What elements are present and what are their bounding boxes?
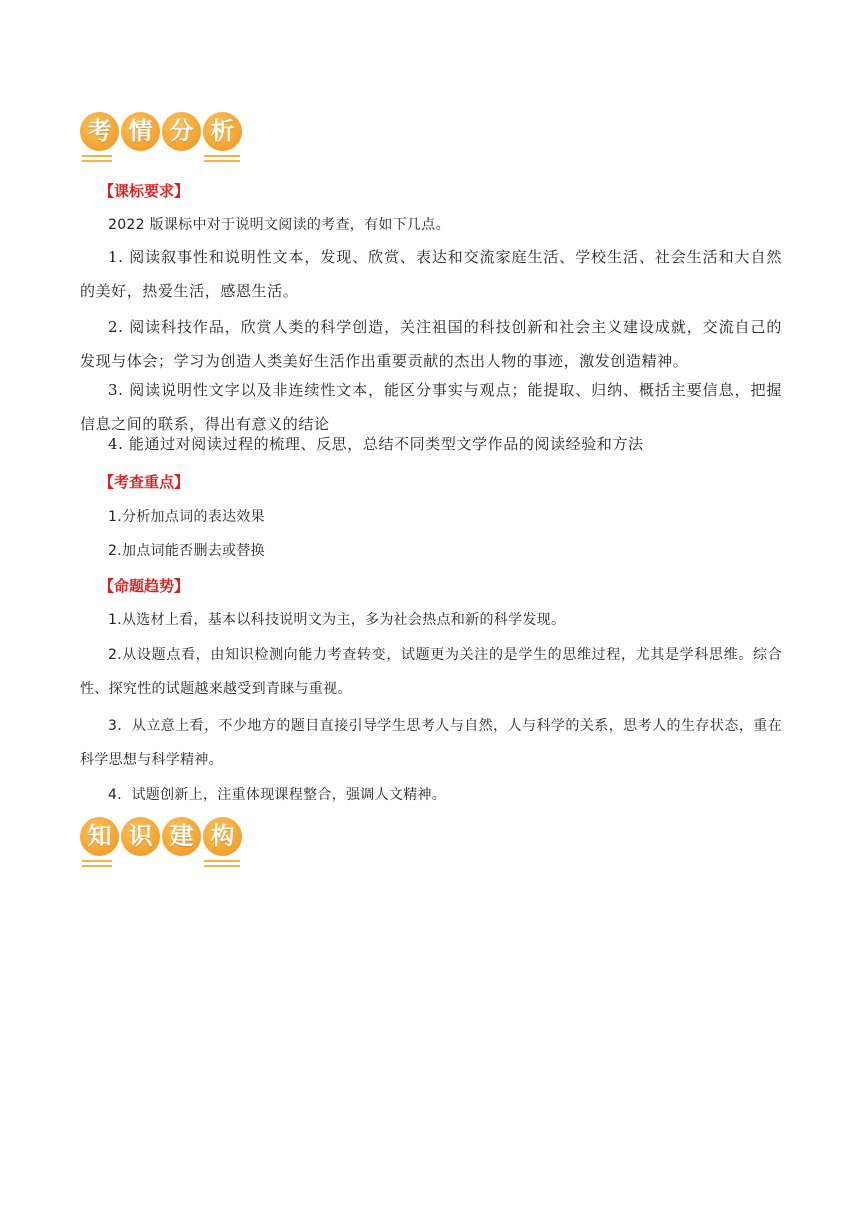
- paragraph-item: 3．从立意上看，不少地方的题目直接引导学生思考人与自然，人与科学的关系，思考人的生存状态，重在科学思想与科学精神。: [80, 718, 782, 768]
- section-title-focus: 【考查重点】: [99, 473, 190, 491]
- banner-char: 分: [162, 112, 201, 151]
- paragraph-item: 2.从设题点看，由知识检测向能力考查转变，试题更为关注的是学生的思维过程，尤其是学科思维。综合性、探究性的试题越来越受到青睐与重视。: [80, 647, 782, 697]
- section-title-trend: 【命题趋势】: [99, 577, 190, 595]
- paragraph-item: 2.加点词能否删去或替换: [108, 543, 265, 559]
- paragraph-item: 4. 能通过对阅读过程的梳理、反思，总结不同类型文学作品的阅读经验和方法: [108, 435, 644, 453]
- paragraph-item: 1. 阅读叙事性和说明性文本，发现、欣赏、表达和交流家庭生活、学校生活、社会生活和大自然的美好，热爱生活，感恩生活。: [80, 248, 782, 300]
- banner-char: 考: [80, 112, 119, 151]
- paragraph-item: 1.从选材上看，基本以科技说明文为主，多为社会热点和新的科学发现。: [108, 612, 566, 628]
- paragraph-intro: 2022 版课标中对于说明文阅读的考查，有如下几点。: [108, 217, 450, 233]
- banner-char: 构: [203, 817, 242, 856]
- banner-char: 析: [203, 112, 242, 151]
- paragraph-item: 2. 阅读科技作品，欣赏人类的科学创造，关注祖国的科技创新和社会主义建设成就，交流自己的发现与体会；学习为创造人类美好生活作出重要贡献的杰出人物的事迹，激发创造精神。: [80, 318, 782, 370]
- banner-char: 建: [162, 817, 201, 856]
- banner-char: 识: [121, 817, 160, 856]
- section-title-curriculum: 【课标要求】: [99, 182, 190, 200]
- banner-char: 情: [121, 112, 160, 151]
- section-banner-knowledge: [80, 817, 245, 875]
- banner-char: 知: [80, 817, 119, 856]
- paragraph-item: 4．试题创新上，注重体现课程整合，强调人文精神。: [108, 787, 447, 803]
- paragraph-item: 1.分析加点词的表达效果: [108, 509, 265, 525]
- paragraph-item: 3. 阅读说明性文字以及非连续性文本，能区分事实与观点；能提取、归纳、概括主要信息，把握信息之间的联系，得出有意义的结论: [80, 381, 782, 433]
- section-banner-analysis: [80, 112, 245, 170]
